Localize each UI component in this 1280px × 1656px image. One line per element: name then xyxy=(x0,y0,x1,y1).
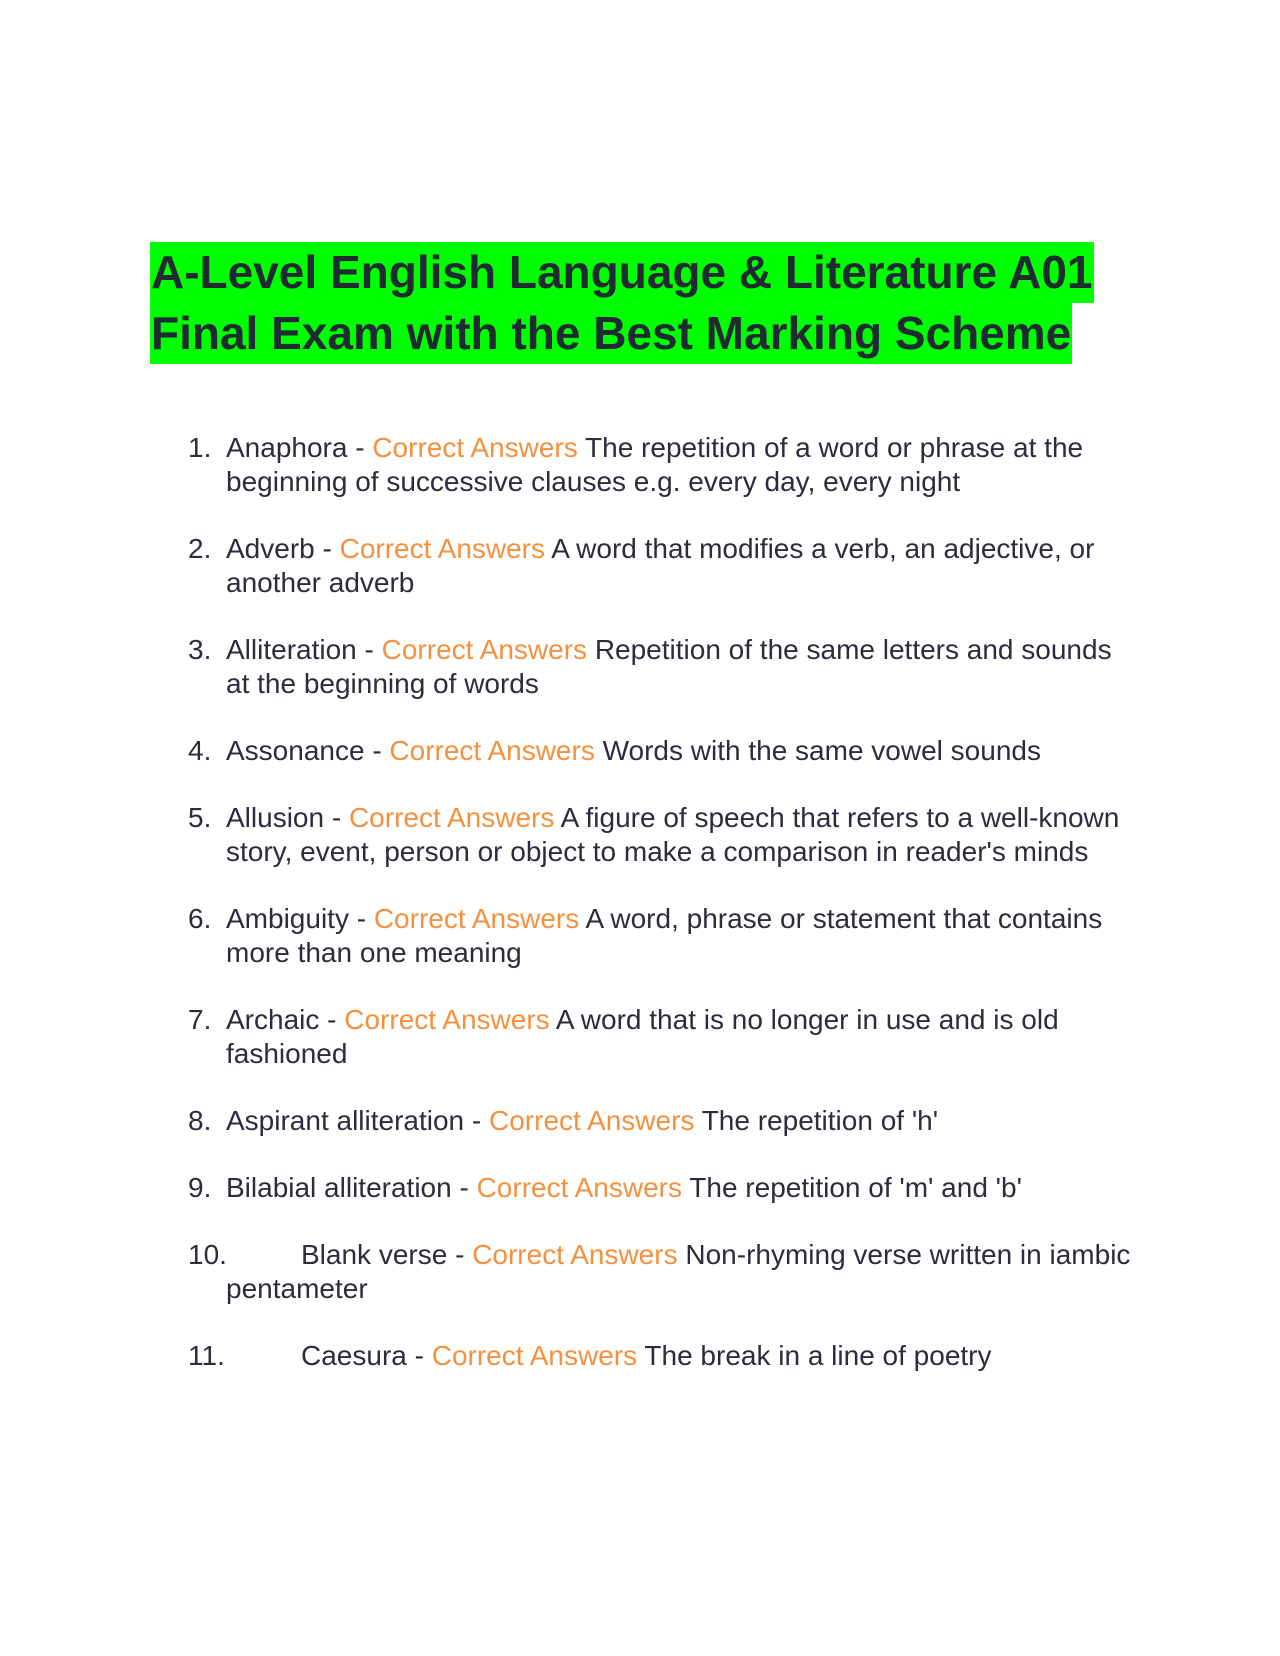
correct-answers-label: Correct Answers xyxy=(372,432,578,463)
list-item xyxy=(188,1104,1138,1138)
item-term: Aspirant alliteration - xyxy=(226,1105,482,1136)
item-number: 9. xyxy=(188,1172,212,1203)
item-number: 11. xyxy=(188,1340,225,1371)
correct-answers-label: Correct Answers xyxy=(339,533,546,564)
question-answer-list xyxy=(188,431,1138,1406)
list-item xyxy=(188,734,1138,768)
item-number: 6. xyxy=(188,903,212,934)
correct-answers-label: Correct Answers xyxy=(431,1340,638,1371)
correct-answers-label: Correct Answers xyxy=(373,903,580,934)
list-item xyxy=(188,633,1138,701)
item-definition: The break in a line of poetry xyxy=(644,1340,992,1371)
correct-answers-label: Correct Answers xyxy=(344,1004,550,1035)
title-line-2: Final Exam with the Best Marking Scheme xyxy=(150,303,1072,364)
item-definition: A word that modifies a verb, an adjective, or another adverb xyxy=(226,533,1095,598)
item-term: Anaphora - xyxy=(226,432,365,463)
list-item xyxy=(188,1339,1138,1373)
item-term: Allusion - xyxy=(226,802,342,833)
item-number: 2. xyxy=(188,533,212,564)
item-number: 8. xyxy=(188,1105,212,1136)
item-definition: A word, phrase or statement that contains more than one meaning xyxy=(226,903,1103,968)
item-term: Ambiguity - xyxy=(226,903,367,934)
correct-answers-label: Correct Answers xyxy=(381,634,588,665)
item-definition: The repetition of 'm' and 'b' xyxy=(689,1172,1022,1203)
correct-answers-label: Correct Answers xyxy=(348,802,555,833)
item-term: Archaic - xyxy=(226,1004,337,1035)
item-definition: Words with the same vowel sounds xyxy=(602,735,1041,766)
item-definition: The repetition of 'h' xyxy=(701,1105,939,1136)
item-term: Bilabial alliteration - xyxy=(226,1172,469,1203)
item-number: 1. xyxy=(188,432,212,463)
correct-answers-label: Correct Answers xyxy=(489,1105,695,1136)
item-term: Caesura - xyxy=(301,1340,424,1371)
item-term: Blank verse - xyxy=(301,1239,465,1270)
list-item xyxy=(188,532,1138,600)
item-number: 10. xyxy=(188,1239,227,1270)
item-number: 5. xyxy=(188,802,212,833)
list-item xyxy=(188,1238,1138,1306)
title-line-1: A-Level English Language & Literature A01 xyxy=(150,242,1094,303)
list-item xyxy=(188,1171,1138,1205)
correct-answers-label: Correct Answers xyxy=(389,735,595,766)
item-definition: Repetition of the same letters and sounds at the beginning of words xyxy=(226,634,1112,699)
list-item xyxy=(188,902,1138,970)
item-number: 4. xyxy=(188,735,212,766)
correct-answers-label: Correct Answers xyxy=(472,1239,678,1270)
item-definition: The repetition of a word or phrase at the beginning of successive clauses e.g. every day, every night xyxy=(226,432,1084,497)
list-item xyxy=(188,431,1138,499)
list-item xyxy=(188,1003,1138,1071)
item-term: Assonance - xyxy=(226,735,382,766)
item-term: Adverb - xyxy=(226,533,332,564)
item-number: 7. xyxy=(188,1004,212,1035)
item-term: Alliteration - xyxy=(226,634,374,665)
item-number: 3. xyxy=(188,634,212,665)
page-title xyxy=(150,242,1150,364)
item-definition: A word that is no longer in use and is old fashioned xyxy=(226,1004,1059,1069)
item-definition: A figure of speech that refers to a well-known story, event, person or object to make a comparison in reader's minds xyxy=(226,802,1120,867)
correct-answers-label: Correct Answers xyxy=(476,1172,682,1203)
item-definition: Non-rhyming verse written in iambic pentameter xyxy=(226,1239,1131,1304)
list-item xyxy=(188,801,1138,869)
